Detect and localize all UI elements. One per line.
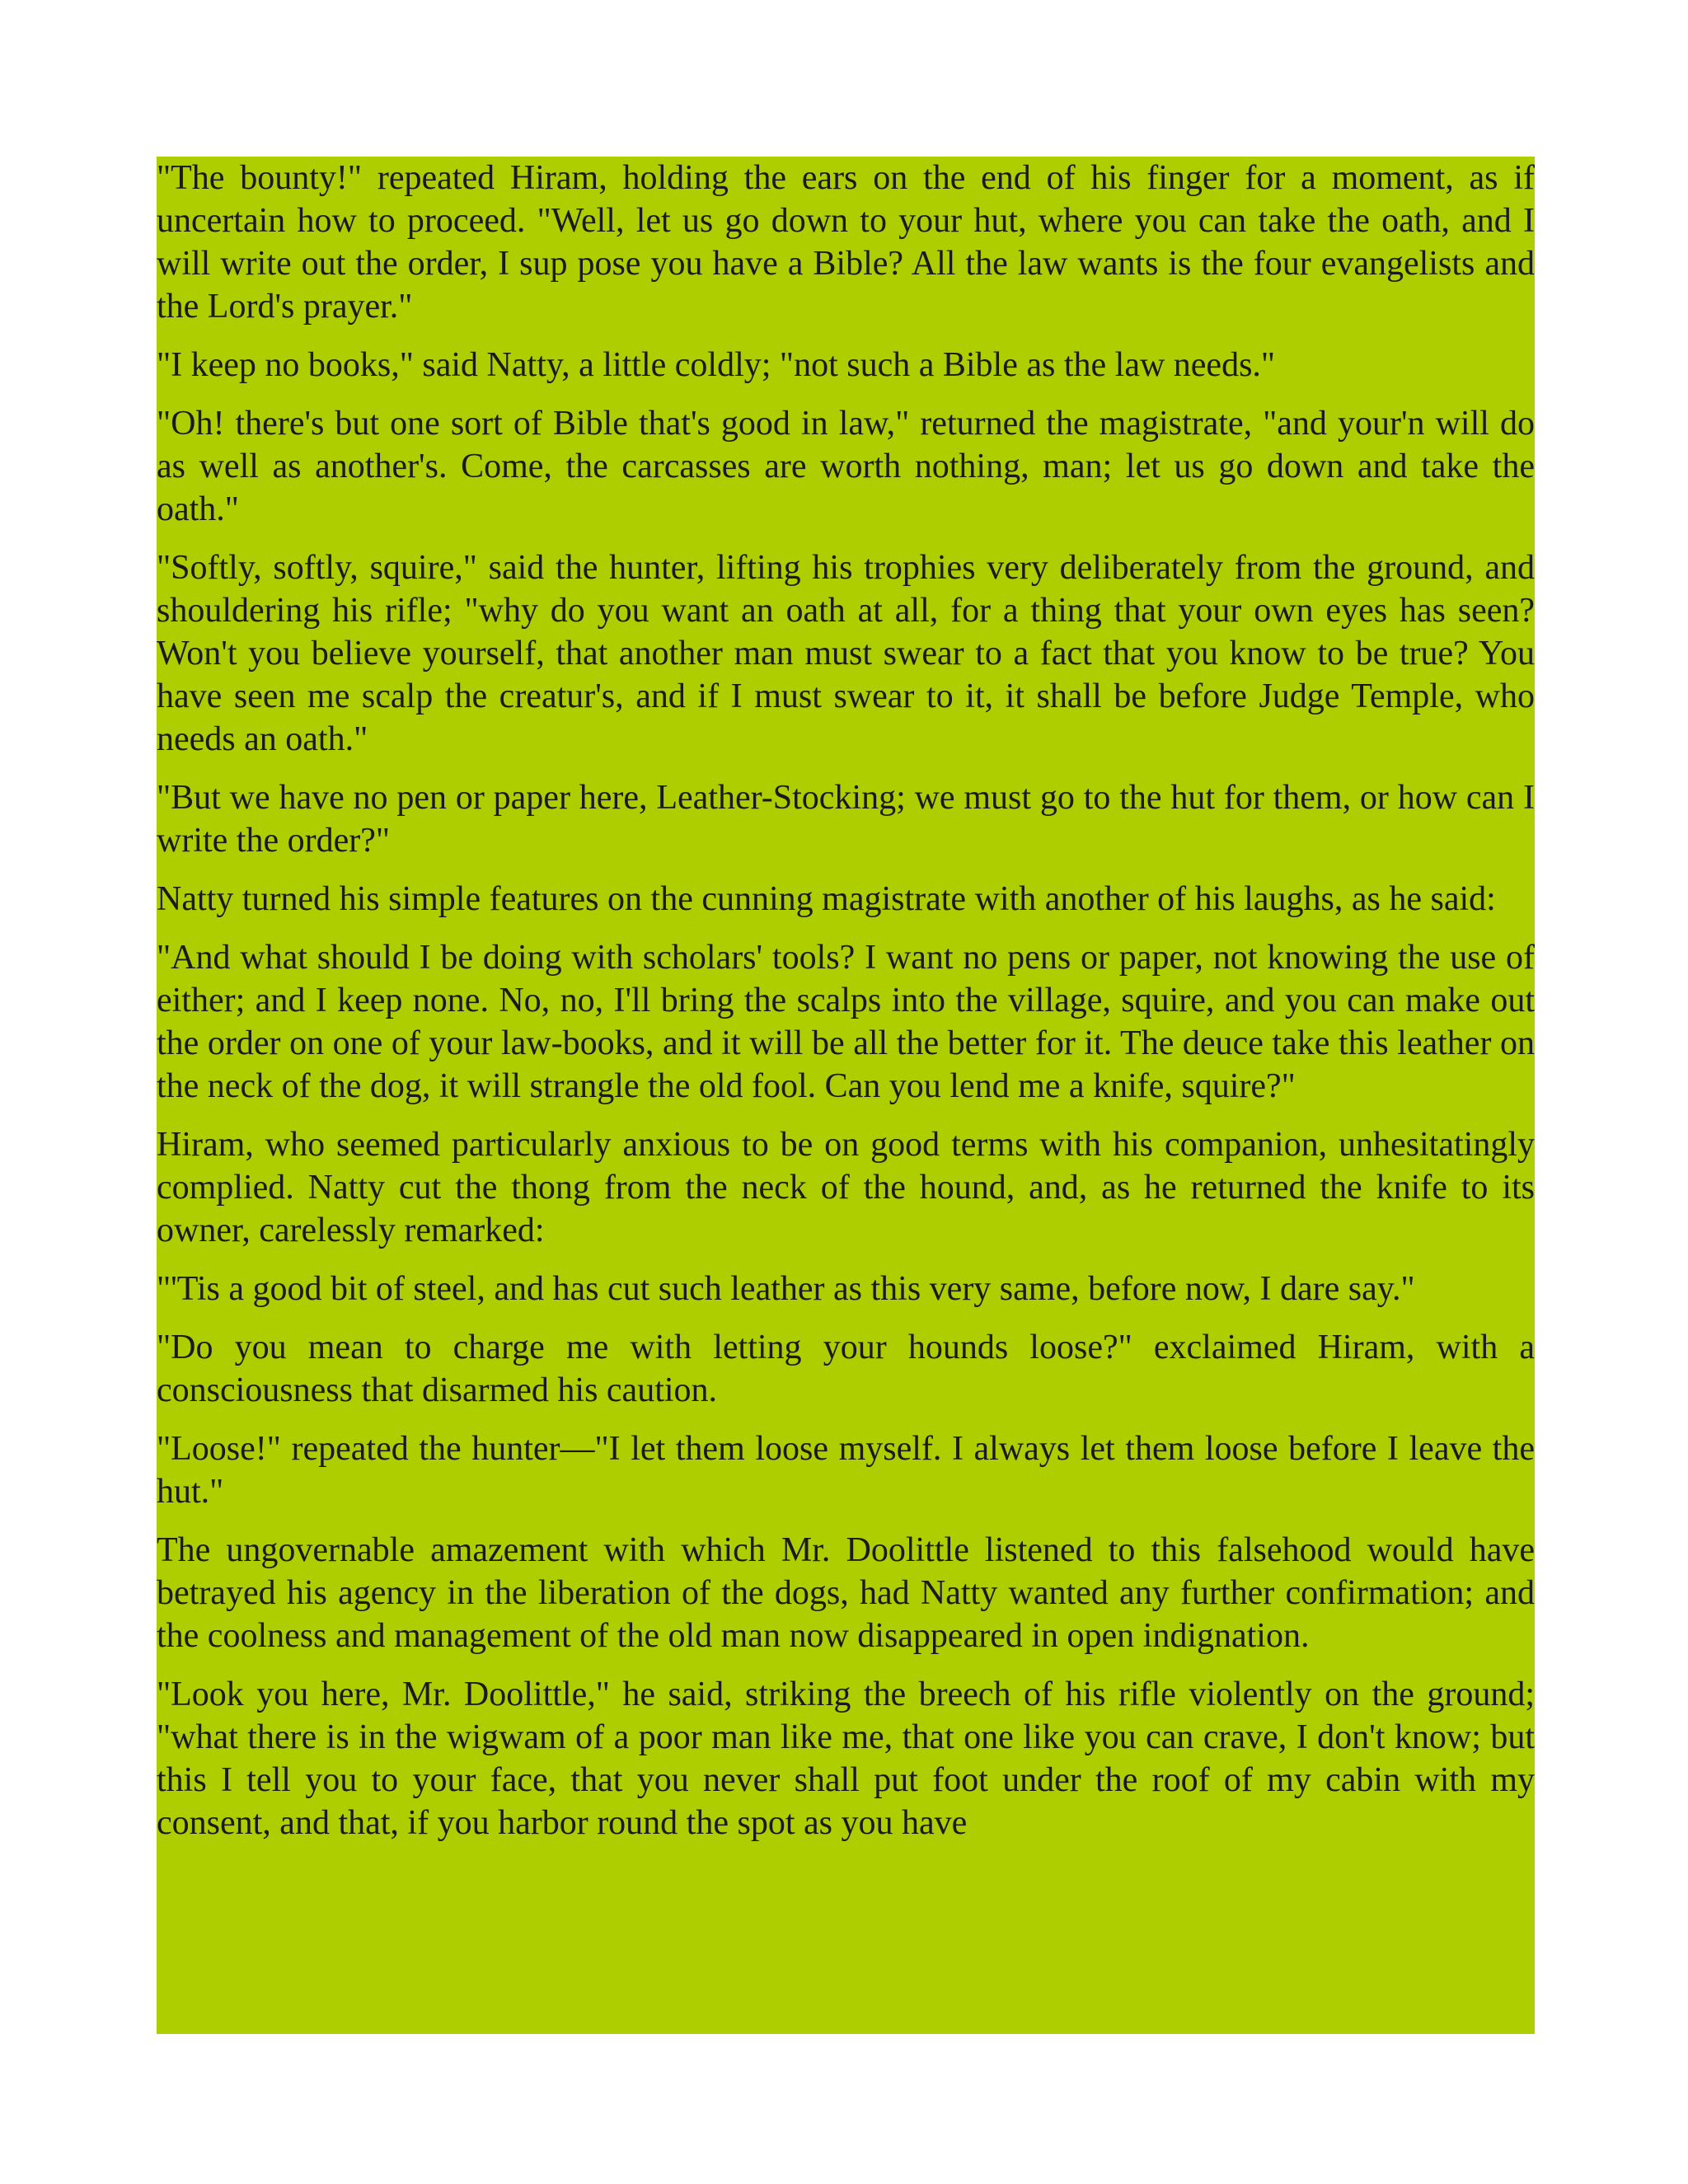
highlighted-text-block xyxy=(157,157,1535,2034)
paragraph-8: Hiram, who seemed particularly anxious to be on good terms with his companion, unhesitatingly complied. Natty cut the thong from the neck of the hound, and, as he returned the knife to its owner, carelessly remarked: xyxy=(157,1126,1535,1249)
paragraph-10: "Do you mean to charge me with letting your hounds loose?" exclaimed Hiram, with a consciousness that disarmed his caution. xyxy=(157,1329,1535,1409)
paragraph-11: "Loose!" repeated the hunter—"I let them loose myself. I always let them loose before I leave the hut." xyxy=(157,1430,1535,1511)
paragraph-4: "Softly, softly, squire," said the hunter, lifting his trophies very deliberately from the ground, and shouldering his rifle; "why do you want an oath at all, for a thing that your own eyes has seen? Won't you believe yourself, that another man must swear to a fact that you know to be true? You have seen me scalp the creatur's, and if I must swear to it, it shall be before Judge Temple, who needs an oath." xyxy=(157,549,1535,758)
paragraph-2: "I keep no books," said Natty, a little coldly; "not such a Bible as the law needs." xyxy=(157,346,1276,384)
paragraph-1: "The bounty!" repeated Hiram, holding the ears on the end of his finger for a moment, as if uncertain how to proceed. "Well, let us go down to your hut, where you can take the oath, and I will write out the order, I sup pose you have a Bible? All the law wants is the four evangelists and the Lord's prayer." xyxy=(157,159,1535,326)
paragraph-12: The ungovernable amazement with which Mr. Doolittle listened to this falsehood would have betrayed his agency in the liberation of the dogs, had Natty wanted any further confirmation; and the coolness and management of the old man now disappeared in open indignation. xyxy=(157,1531,1535,1655)
paragraph-7: "And what should I be doing with scholars' tools? I want no pens or paper, not knowing the use of either; and I keep none. No, no, I'll bring the scalps into the village, squire, and you can make out the order on one of your law-books, and it will be all the better for it. The deuce take this leather on the neck of the dog, it will strangle the old fool. Can you lend me a knife, squire?" xyxy=(157,939,1535,1105)
paragraph-5: "But we have no pen or paper here, Leather-Stocking; we must go to the hut for them, or how can I write the order?" xyxy=(157,779,1535,860)
paragraph-3: "Oh! there's but one sort of Bible that's good in law," returned the magistrate, "and your'n will do as well as another's. Come, the carcasses are worth nothing, man; let us go down and take the oath." xyxy=(157,405,1535,528)
paragraph-6: Natty turned his simple features on the cunning magistrate with another of his laughs, as he said: xyxy=(157,880,1496,918)
paragraph-9: "'Tis a good bit of steel, and has cut such leather as this very same, before now, I dare say." xyxy=(157,1270,1415,1308)
paragraph-13: "Look you here, Mr. Doolittle," he said, striking the breech of his rifle violently on the ground; "what there is in the wigwam of a poor man like me, that one like you can crave, I don't know; but this I tell you to your face, that you never shall put foot under the roof of my cabin with my consent, and that, if you harbor round the spot as you have xyxy=(157,1675,1535,1842)
